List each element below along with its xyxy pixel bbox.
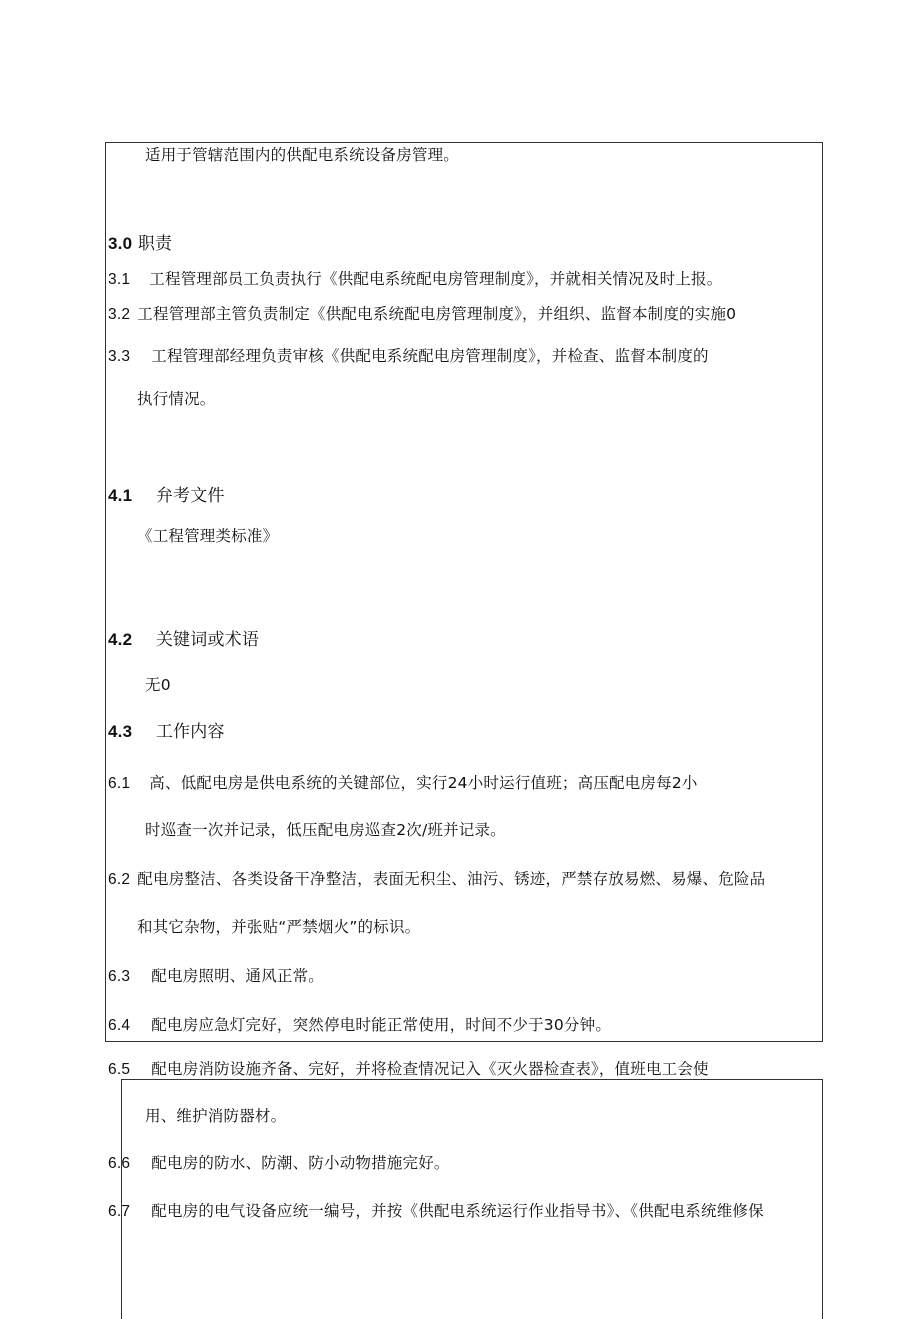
work-item-6-4 bbox=[108, 1015, 611, 1036]
terms-body: 无0 bbox=[145, 676, 171, 694]
section-number: 4.2 bbox=[108, 630, 133, 649]
section-title: 职责 bbox=[137, 234, 173, 254]
section-title: 弁考文件 bbox=[155, 486, 225, 506]
section-number: 4.3 bbox=[108, 722, 133, 741]
duty-item-3-3 bbox=[108, 346, 709, 367]
section-4-2-heading bbox=[108, 630, 259, 650]
duty-item-3-2 bbox=[108, 304, 736, 325]
item-text: 配电房整洁、各类设备干净整洁，表面无积尘、油污、锈迹，严禁存放易燃、易爆、危险品 bbox=[137, 870, 766, 888]
section-4-3-heading bbox=[108, 722, 225, 742]
work-item-6-2-continued: 和其它杂物，并张贴“严禁烟火”的标识。 bbox=[137, 918, 421, 936]
section-number: 4.1 bbox=[108, 486, 133, 505]
work-item-6-5 bbox=[108, 1059, 709, 1080]
item-number: 6.2 bbox=[108, 871, 131, 888]
reference-document: 《工程管理类标准》 bbox=[137, 527, 279, 545]
item-text: 工程管理部员工负责执行《供配电系统配电房管理制度》，并就相关情况及时上报。 bbox=[149, 270, 723, 288]
section-4-1-heading bbox=[108, 486, 225, 506]
item-number: 3.3 bbox=[108, 348, 131, 365]
work-item-6-1 bbox=[108, 773, 698, 794]
item-number: 6.5 bbox=[108, 1061, 131, 1078]
item-text: 配电房应急灯完好，突然停电时能正常使用，时间不少于30分钟。 bbox=[151, 1016, 612, 1034]
duty-item-3-1 bbox=[108, 269, 722, 290]
item-number: 6.1 bbox=[108, 775, 131, 792]
item-number: 3.2 bbox=[108, 306, 131, 323]
work-item-6-2 bbox=[108, 869, 765, 890]
item-number: 6.3 bbox=[108, 968, 131, 985]
item-number: 6.4 bbox=[108, 1017, 131, 1034]
item-number: 3.1 bbox=[108, 271, 131, 288]
item-text: 配电房消防设施齐备、完好，并将检查情况记入《灭火器检查表》，值班电工会使 bbox=[151, 1060, 709, 1078]
item-text: 配电房的电气设备应统一编号，并按《供配电系统运行作业指导书》、《供配电系统维修保 bbox=[151, 1202, 764, 1220]
item-text: 高、低配电房是供电系统的关键部位，实行24小时运行值班；高压配电房每2小 bbox=[149, 774, 698, 792]
section-3-heading bbox=[108, 234, 172, 254]
work-item-6-1-continued: 时巡查一次并记录，低压配电房巡查2次/班并记录。 bbox=[145, 821, 506, 839]
section-number: 3.0 bbox=[108, 234, 133, 253]
section-title: 工作内容 bbox=[155, 722, 225, 742]
item-number: 6.6 bbox=[108, 1155, 131, 1172]
scope-text: 适用于管辖范围内的供配电系统设备房管理。 bbox=[145, 146, 460, 164]
item-text: 工程管理部经理负责审核《供配电系统配电房管理制度》，并检查、监督本制度的 bbox=[151, 347, 709, 365]
work-item-6-7 bbox=[108, 1201, 764, 1222]
item-text: 配电房的防水、防潮、防小动物措施完好。 bbox=[151, 1154, 450, 1172]
item-text: 工程管理部主管负责制定《供配电系统配电房管理制度》，并组织、监督本制度的实施0 bbox=[137, 305, 737, 323]
work-item-6-3 bbox=[108, 966, 324, 987]
item-number: 6.7 bbox=[108, 1203, 131, 1220]
item-text: 配电房照明、通风正常。 bbox=[151, 967, 324, 985]
work-item-6-6 bbox=[108, 1153, 450, 1174]
work-item-6-5-continued: 用、维护消防器材。 bbox=[145, 1107, 287, 1125]
duty-item-3-3-continued: 执行情况。 bbox=[137, 390, 216, 408]
section-title: 关键词或术语 bbox=[155, 630, 260, 650]
